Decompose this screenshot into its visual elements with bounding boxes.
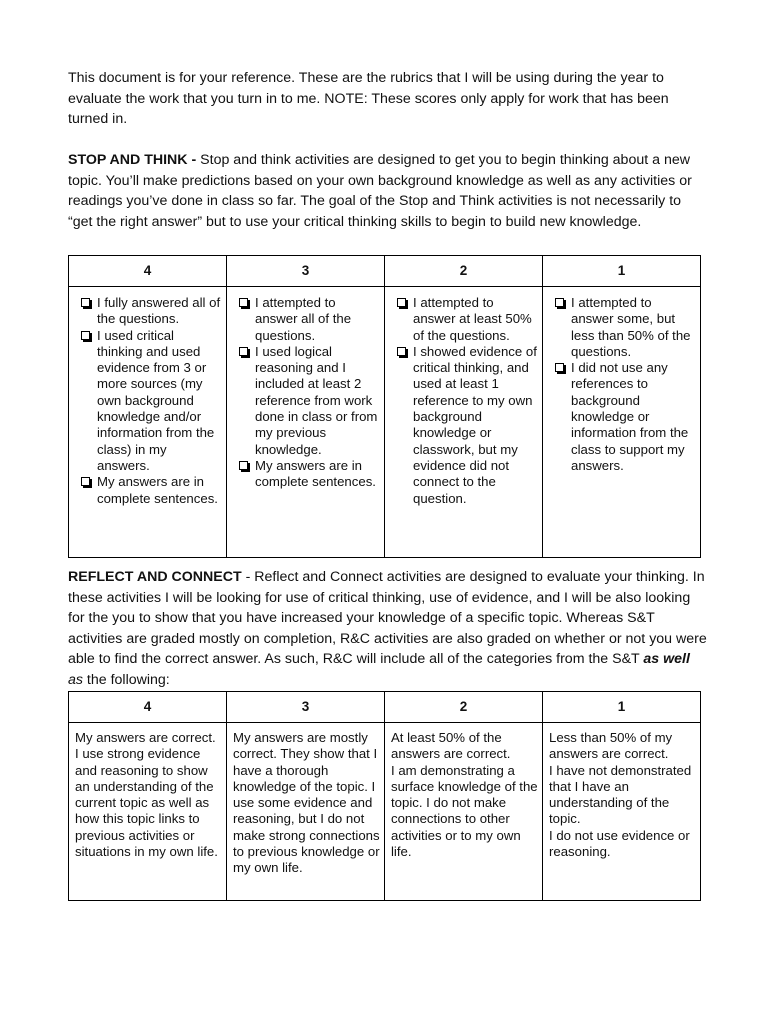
- rubric-cell-1: Less than 50% of my answers are correct. I have not demonstrated that I have an understanding of the topic. I do not use evidence or reasoning.: [543, 723, 701, 901]
- criteria-list: [395, 295, 538, 507]
- checkbox-bullet-item: My answers are in complete sentences.: [79, 474, 222, 507]
- reflect-and-connect-description-part2: the following:: [82, 671, 170, 688]
- table-header-row: [69, 256, 701, 287]
- stop-and-think-heading: STOP AND THINK -: [68, 152, 201, 168]
- criteria-list: [553, 295, 696, 474]
- criteria-list: [79, 295, 222, 507]
- checkbox-bullet-item: I attempted to answer all of the questions.: [237, 295, 380, 344]
- score-header-1: 1: [543, 692, 701, 723]
- table-header-row: [69, 692, 701, 723]
- score-header-3: 3: [227, 256, 385, 287]
- rubric-cell-3: [227, 287, 385, 558]
- checkbox-bullet-item: I did not use any references to background knowledge or information from the class to support my answers.: [553, 360, 696, 474]
- rubric-cell-2: At least 50% of the answers are correct. I am demonstrating a surface knowledge of the topic. I do not make connections to other activities or to my own life.: [385, 723, 543, 901]
- reflect-and-connect-heading: REFLECT AND CONNECT: [68, 569, 242, 585]
- score-header-2: 2: [385, 692, 543, 723]
- criteria-list: [237, 295, 380, 491]
- checkbox-bullet-item: I used logical reasoning and I included at least 2 reference from work done in class or from my previous knowledge.: [237, 344, 380, 458]
- reflect-and-connect-rubric-table: [68, 691, 701, 901]
- checkbox-bullet-item: I showed evidence of critical thinking, and used at least 1 reference to my own background knowledge or classwork, but my evidence did not connect to the question.: [395, 344, 538, 507]
- stop-and-think-paragraph: [68, 150, 708, 232]
- table-row: [69, 723, 701, 901]
- reflect-and-connect-description-part1: - Reflect and Connect activities are designed to evaluate your thinking. In these activities I will be looking for use of critical thinking, use of evidence, and I will be also looking for the you to show that you have increased your knowledge of a specific topic. Whereas S&T activities are graded mostly on completion, R&C activities are also graded on whether or not you were able to find the correct answer. As such, R&C will include all of the categories from the S&T: [68, 569, 707, 667]
- table-row: [69, 287, 701, 558]
- rubric-cell-1: [543, 287, 701, 558]
- checkbox-bullet-item: I attempted to answer some, but less than 50% of the questions.: [553, 295, 696, 360]
- reflect-and-connect-paragraph: [68, 567, 708, 690]
- rubric-cell-4: My answers are correct. I use strong evidence and reasoning to show an understanding of the current topic as well as how this topic links to previous activities or situations in my own life.: [69, 723, 227, 901]
- stop-and-think-rubric-table: [68, 255, 701, 558]
- score-header-4: 4: [69, 256, 227, 287]
- as-italic: as: [68, 671, 83, 688]
- score-header-3: 3: [227, 692, 385, 723]
- rubric-cell-4: [69, 287, 227, 558]
- as-well-emphasis: as well: [643, 651, 690, 667]
- score-header-2: 2: [385, 256, 543, 287]
- checkbox-bullet-item: I used critical thinking and used evidence from 3 or more sources (my own background knowledge and/or information from the class) in my answers.: [79, 328, 222, 475]
- checkbox-bullet-item: I attempted to answer at least 50% of the questions.: [395, 295, 538, 344]
- checkbox-bullet-item: I fully answered all of the questions.: [79, 295, 222, 328]
- score-header-4: 4: [69, 692, 227, 723]
- intro-paragraph: This document is for your reference. These are the rubrics that I will be using during the year to evaluate the work that you turn in to me. NOTE: These scores only apply for work that has been turned in.: [68, 70, 669, 127]
- score-header-1: 1: [543, 256, 701, 287]
- stop-and-think-description: Stop and think activities are designed to get you to begin thinking about a new topic. You’ll make predictions based on your own background knowledge as well as any activities or readings you’ve done in class so far. The goal of the Stop and Think activities is not necessarily to “get the right answer” but to use your critical thinking skills to begin to build new knowledge.: [68, 152, 692, 230]
- checkbox-bullet-item: My answers are in complete sentences.: [237, 458, 380, 491]
- rubric-cell-2: [385, 287, 543, 558]
- rubric-cell-3: My answers are mostly correct. They show that I have a thorough knowledge of the topic. I use some evidence and reasoning, but I do not make strong connections to previous knowledge or my own life.: [227, 723, 385, 901]
